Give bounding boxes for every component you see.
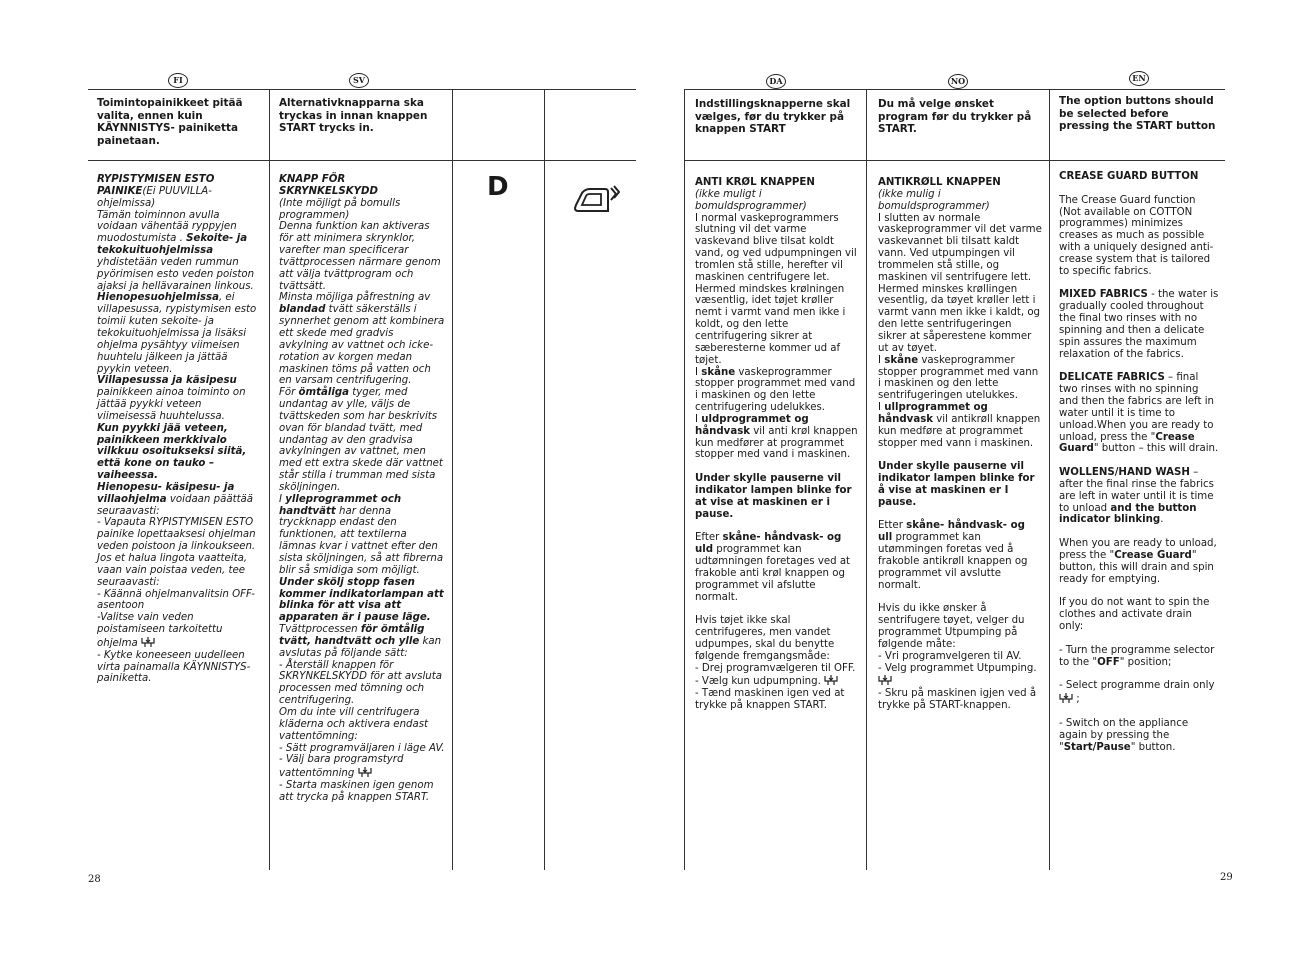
fi-text-segment: - Kytke koneeseen uudelleen virta painamalla KÄYNNISTYS-painiketta. [97, 649, 251, 685]
da-text-segment: Efter [695, 532, 723, 544]
fi-text-segment: , ei villapesussa, rypistymisen esto toimii kuten sekoite- ja tekokuituohjelmissa ja lisäksi ohjelma pysähtyy viimeisen huuhtelu jälkeen ja jättää pyykin veteen. [97, 292, 257, 375]
sv-text-segment: Om du inte vill centrifugera kläderna och aktivera endast vattentömning: [279, 706, 429, 742]
column-divider [452, 89, 453, 870]
en-text-segment: . [1160, 514, 1164, 526]
en-text-segment: WOLLENS/HAND WASH [1059, 467, 1190, 479]
sv-text-segment: för ömtålig tvätt, handtvätt och ylle [279, 624, 425, 647]
no-text-segment: I slutten av normale vaskeprogrammer vil det varme vaskevannet bli tilsatt kaldt vann. Ved utpumpingen vil trommelen stå stille, og maskinen vil sentrifugere lett. [878, 212, 1042, 283]
sv-text-segment: KNAPP FÖR SKRYNKELSKYDD [279, 174, 378, 197]
column-divider [269, 89, 270, 870]
drain-pump-icon [1059, 692, 1073, 704]
en-header: The option buttons should be selected before pressing the START button [1059, 95, 1216, 132]
no-text-segment: - Vri programvelgeren til AV. [878, 650, 1022, 662]
drain-pump-icon [141, 636, 155, 648]
en-text-segment: DELICATE FABRICS [1059, 372, 1165, 384]
drain-pump-icon [358, 766, 372, 778]
no-text-segment: programmet kan utømmingen foretas ved å frakoble antikrøll knappen og programmet vil avslutte normalt. [878, 532, 1028, 591]
language-badge-sv: SV [349, 73, 369, 88]
sv-text-segment: I [279, 493, 286, 505]
column-divider [1049, 89, 1050, 870]
en-body [1059, 171, 1219, 753]
en-text-segment: ; [1073, 694, 1080, 706]
no-text-segment: vil antikrøll knappen kun medføre at programmet stopper med vann i maskinen. [878, 413, 1041, 449]
da-text-segment: programmet kan udtømningen foretages ved at frakoble anti krøl knappen og programmet vil afslutte normalt. [695, 544, 851, 603]
da-body [695, 177, 859, 712]
header-rule [684, 89, 1225, 90]
language-badge-en: EN [1129, 71, 1149, 86]
section-rule [88, 160, 636, 161]
fi-text-segment: - Vapauta RYPISTYMISEN ESTO painike lopettaaksesi ohjelman veden poistoon ja linkoukseen. [97, 517, 256, 553]
en-text-segment: CREASE GUARD BUTTON [1059, 171, 1199, 182]
sv-text-segment: tyger, med undantag av ylle, väljs de tvättskeden som har beskrivits ovan för blandad tvätt, med undantag av den gradvisa avkylningen av vattnet, men med ett extra skede där vattnet står stilla i trumman med sista sköljningen. [279, 387, 443, 493]
da-text-segment: skåne [701, 366, 736, 378]
language-badge-fi: FI [168, 73, 188, 88]
en-text-segment: Start/Pause [1063, 741, 1131, 753]
en-text-segment: " position; [1119, 656, 1172, 668]
no-text-segment: vaskeprogrammer stopper programmet med vann i maskinen og den lette sentrifugeringen utelukkes. [878, 354, 1039, 402]
da-text-segment: Under skylle pauserne vil indikator lampen blinke for at vise at maskinen er i pause. [695, 473, 852, 520]
no-text-segment: I [878, 402, 885, 414]
en-text-segment: If you do not want to spin the clothes and activate drain only: [1059, 597, 1210, 633]
drain-pump-icon [878, 674, 892, 686]
fi-text-segment: - Käännä ohjelmanvalitsin OFF-asentoon [97, 588, 255, 612]
column-divider [866, 89, 867, 870]
da-text-segment: I [695, 366, 702, 378]
en-text-segment: and the button indicator blinking [1059, 502, 1197, 526]
no-text-segment: I [878, 354, 885, 366]
sv-text-segment: kan avslutas på följande sätt: [279, 635, 442, 659]
page-number: 29 [1220, 872, 1233, 883]
da-text-segment: - Tænd maskinen igen ved at trykke på knappen START. [695, 688, 845, 712]
language-badge-da: DA [766, 74, 786, 89]
da-text-segment: I normal vaskeprogrammers slutning vil det varme vaskevand blive tilsat koldt vand, og ved udpumpningen vil tromlen stå stille, herefter vil maskinen centrifugere let. Hermed mindskes krølningen væsentlig, idet tøjet krøller nemt i varmt vand men ikke i koldt, og den lette centrifugering sikrer at sæberesterne kommer ud af tøjet. [695, 212, 857, 366]
no-text-segment: Under skylle pauserne vil indikator lampen blinke for å vise at maskinen er I pause. [878, 461, 1035, 508]
fi-text-segment: voidaan päättää seuraavasti: [97, 493, 254, 517]
no-text-segment: Etter [878, 520, 907, 532]
sv-text-segment: blandad [279, 304, 326, 316]
page-number: 28 [88, 874, 101, 885]
no-text-segment: Hermed minskes krøllingen vesentlig, da tøyet krøller lett i varmt vann men ikke i kaldt, og den lette sentrifugeringen sikrer at såperestene kommer ut av tøyet. [878, 283, 1041, 354]
sv-text-segment: För [279, 387, 299, 399]
section-rule [684, 160, 1225, 161]
no-text-segment: Hvis du ikke ønsker å sentrifugere tøyet, velger du programmet Utpumping på følgende måte: [878, 603, 1025, 650]
en-text-segment: – after the final rinse the fabrics are left in water until it is time to unload [1059, 467, 1214, 514]
sv-text-segment: ömtåliga [298, 387, 350, 399]
sv-text-segment: tvätt säkerställs i synnerhet genom att kombinera ett skede med gradvis avkylning av vattnet och icke-rotation av korgen medan maskinen töms på vatten och en varsam centrifugering. [279, 304, 445, 387]
no-body [878, 177, 1042, 712]
sv-text-segment: - Återställ knappen för SKRYNKELSKYDD för att avsluta processen med tömning och centrifugering. [279, 659, 442, 707]
header-rule [88, 89, 636, 90]
fi-text-segment: painikkeen ainoa toiminto on jättää pyykki veteen viimeisessä huuhtelussa. [97, 387, 246, 422]
drain-pump-icon [824, 674, 838, 686]
sv-text-segment: har denna tryckknapp endast den funktionen, att textilerna lämnas kvar i vattnet efter den sista sköljningen, så att fibrerna blir så smidiga som möjligt. [279, 505, 444, 576]
sv-text-segment: - Sätt programväljaren i läge AV. [279, 742, 445, 754]
fi-text-segment: Hienopesu- käsipesu- ja villaohjelma [97, 481, 235, 505]
no-header: Du må velge ønsket program før du trykker på START. [878, 98, 1032, 135]
en-text-segment: – final two rinses with no spinning and then the fabrics are left in water until it is time to unload.When you are ready to unload, press the " [1059, 372, 1214, 443]
fi-text-segment: Tämän toiminnon avulla voidaan vähentää ryppyjen muodostumista . [97, 209, 237, 245]
da-header: Indstillingsknapperne skal vælges, før du trykker på knappen START [695, 98, 851, 135]
column-divider [544, 89, 545, 870]
iron-crease-guard-icon [572, 183, 620, 217]
en-text-segment: " button, this will drain and spin ready for emptying. [1059, 550, 1214, 585]
en-text-segment: Crease Guard [1114, 550, 1192, 561]
en-text-segment: When you are ready to unload, press the " [1059, 538, 1217, 561]
fi-header: Toimintopainikkeet pitää valita, ennen kuin KÄYNNISTYS- painiketta painetaan. [97, 97, 243, 147]
da-text-segment: I [695, 413, 702, 425]
no-text-segment: - Velg programmet Utpumping. [878, 662, 1037, 674]
da-text-segment: skåne- håndvask- og uld [695, 532, 842, 556]
en-text-segment: " button – this will drain. [1093, 443, 1219, 455]
fi-text-segment: -Valitse vain veden poistamiseen tarkoitettu ohjelma [97, 612, 223, 649]
no-text-segment: - Skru på maskinen igjen ved å trykke på START-knappen. [878, 688, 1037, 712]
language-badge-no: NO [948, 74, 968, 89]
letter-d: D [487, 172, 509, 202]
no-text-segment: skåne- håndvask- og ull [878, 520, 1025, 544]
no-text-segment: skåne [884, 354, 919, 366]
sv-header: Alternativknapparna ska tryckas in innan knappen START trycks in. [279, 97, 428, 134]
sv-text-segment: ylleprogrammet och handtvätt [279, 493, 402, 517]
da-text-segment: Hvis tøjet ikke skal centrifugeres, men vandet udpumpes, skal du benytte følgende fremgangsmåde: [695, 615, 835, 662]
fi-text-segment: Jos et halua lingota vaatteita, vaan vain poistaa veden, tee seuraavasti: [97, 553, 248, 588]
fi-text-segment: Hienopesuohjelmissa [97, 292, 219, 304]
no-text-segment: (ikke mulig i bomuldsprogrammer) [878, 188, 990, 212]
fi-text-segment: (Ei PUUVILLA-ohjelmissa) [97, 185, 212, 209]
sv-text-segment: - Starta maskinen igen genom att trycka på knappen START. [279, 780, 434, 803]
column-divider [684, 89, 685, 870]
en-text-segment: " button. [1130, 741, 1176, 753]
right-page [654, 0, 1308, 954]
sv-text-segment: Denna funktion kan aktiveras för att minimera skrynklor, varefter man specificerar tvättprocessen närmare genom att välja tvättprogram och tvättsätt. [279, 221, 441, 292]
da-text-segment: (ikke muligt i bomuldsprogrammer) [695, 188, 807, 212]
da-text-segment: vaskeprogrammer stopper programmet med vand i maskinen og den lette centrifugering udelukkes. [695, 366, 856, 414]
no-text-segment: ANTIKRØLL KNAPPEN [878, 177, 1001, 188]
en-text-segment: - Turn the programme selector to the " [1059, 644, 1215, 668]
sv-text-segment: - Välj bara programstyrd vattentömning [279, 754, 404, 780]
en-text-segment: OFF [1097, 656, 1120, 668]
sv-text-segment: Under skölj stopp fasen kommer indikatorlampan att blinka för att visa att apparaten är i pause läge. [279, 576, 444, 624]
en-text-segment: - Select programme drain only [1059, 680, 1215, 692]
en-text-segment: Crease Guard [1059, 431, 1195, 455]
en-text-segment: - the water is gradually cooled throughout the final two rinses with no spinning and then a delicate spin assures the maximum relaxation of the fabrics. [1059, 289, 1219, 360]
sv-text-segment: (Inte möjligt på bomulls programmen) [279, 197, 401, 221]
en-text-segment: MIXED FABRICS [1059, 289, 1148, 301]
da-text-segment: uldprogrammet og håndvask [695, 413, 809, 437]
da-text-segment: - Vælg kun udpumpning. [695, 676, 825, 688]
fi-body [97, 174, 261, 685]
da-text-segment: - Drej programvælgeren til OFF. [695, 662, 856, 674]
en-text-segment: The Crease Guard function (Not available on COTTON programmes) minimizes creases as much as possible with a uniquely designed anti-crease system that is tailored to specific fabrics. [1059, 194, 1214, 277]
fi-text-segment: Sekoite- ja tekokuituohjelmissa [97, 233, 248, 257]
sv-text-segment: Tvättprocessen [279, 624, 361, 636]
fi-text-segment: Villapesussa ja käsipesu [97, 375, 237, 387]
da-text-segment: vil anti krøl knappen kun medfører at programmet stopper med vand i maskinen. [695, 425, 858, 461]
sv-body [279, 174, 445, 804]
en-text-segment: - Switch on the appliance again by pressing the " [1059, 717, 1189, 753]
fi-text-segment: yhdistetään veden rummun pyörimisen esto veden poiston ajaksi ja hellävarainen linkous. [97, 256, 255, 292]
sv-text-segment: Minsta möjliga påfrestning av [279, 292, 431, 304]
fi-text-segment: RYPISTYMISEN ESTO PAINIKE [97, 174, 215, 197]
no-text-segment: ullprogrammet og håndvask [878, 402, 988, 425]
fi-text-segment: Kun pyykki jää veteen, painikkeen merkkivalo vilkkuu osoitukseksi siitä, että kone on tauko –vaiheessa. [97, 422, 247, 482]
da-text-segment: ANTI KRØL KNAPPEN [695, 177, 815, 188]
